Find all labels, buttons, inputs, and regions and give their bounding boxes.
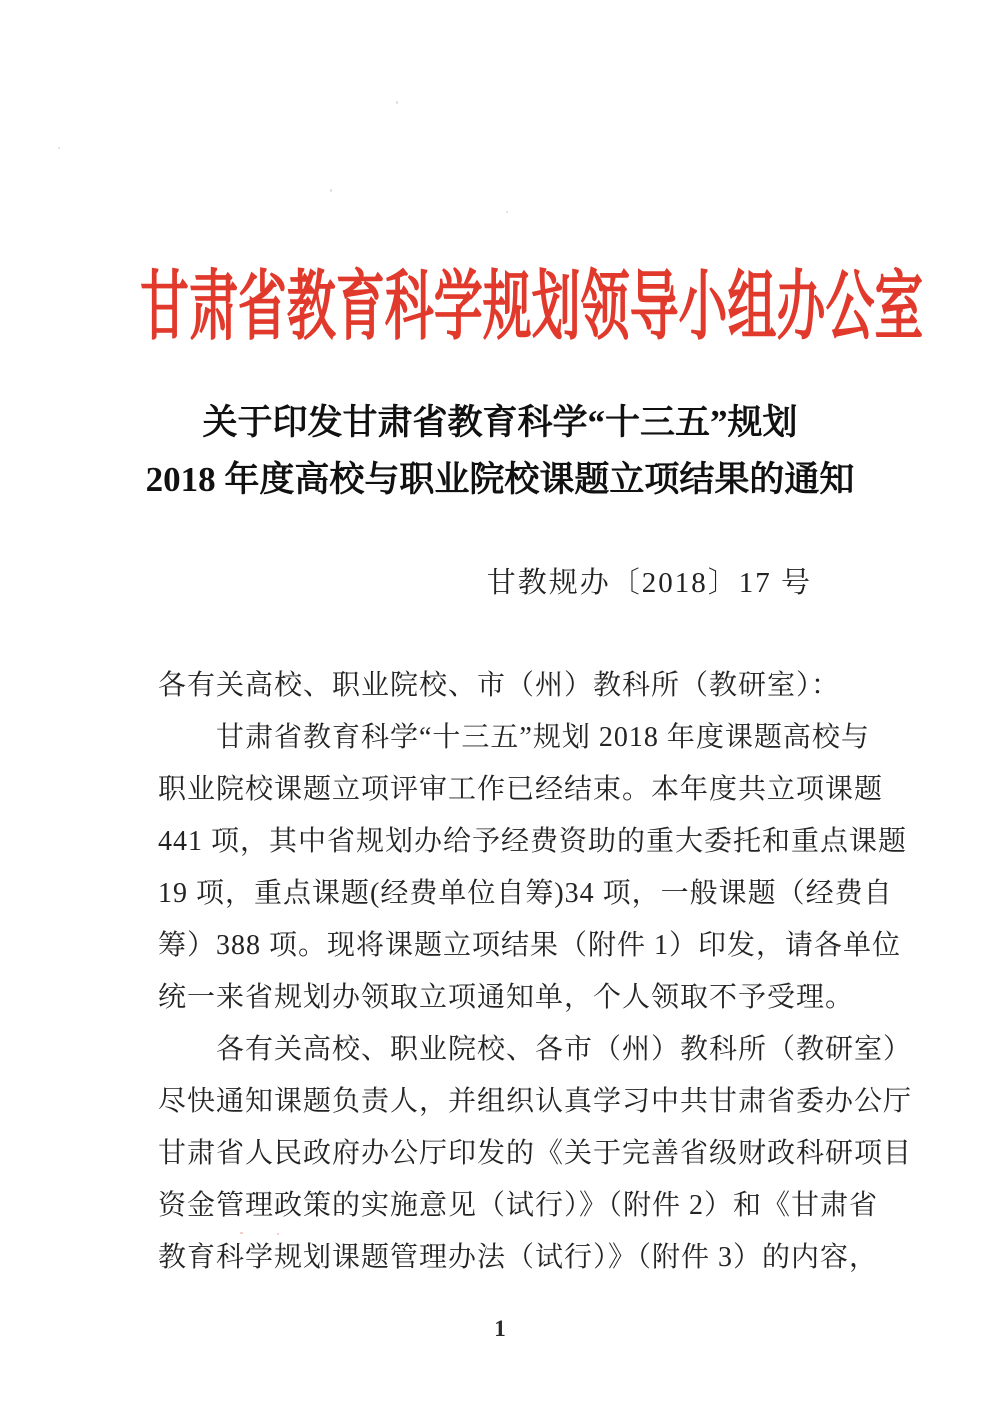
document-title-line1: 关于印发甘肃省教育科学“十三五”规划 bbox=[202, 403, 798, 442]
body-line: 职业院校课题立项评审工作已经结束。本年度共立项课题 bbox=[158, 774, 884, 805]
page-number: 1 bbox=[494, 1316, 506, 1341]
scan-speck bbox=[396, 101, 398, 104]
body-line: 尽快通知课题负责人，并组织认真学习中共甘肃省委办公厅 bbox=[158, 1086, 913, 1117]
body-line: 甘肃省人民政府办公厅印发的《关于完善省级财政科研项目 bbox=[158, 1138, 913, 1169]
issuing-office-header: 甘肃省教育科学规划领导小组办公室 bbox=[140, 264, 924, 350]
scan-speck bbox=[330, 189, 332, 192]
document-title bbox=[0, 394, 1000, 508]
document-number: 甘教规办〔2018〕17 号 bbox=[486, 567, 812, 599]
body-line: 各有关高校、职业院校、各市（州）教科所（教研室） bbox=[216, 1034, 913, 1065]
document-title-line2: 2018 年度高校与职业院校课题立项结果的通知 bbox=[145, 460, 855, 499]
body-line: 统一来省规划办领取立项通知单，个人领取不予受理。 bbox=[158, 982, 855, 1013]
scan-speck bbox=[506, 211, 508, 213]
body-line: 441 项，其中省规划办给予经费资助的重大委托和重点课题 bbox=[158, 826, 908, 857]
body-line: 甘肃省教育科学“十三五”规划 2018 年度课题高校与 bbox=[216, 722, 870, 753]
body-line-salutation: 各有关高校、职业院校、市（州）教科所（教研室）： bbox=[158, 670, 841, 701]
scan-speck bbox=[58, 147, 60, 149]
document-body bbox=[158, 660, 913, 1284]
body-line: 19 项，重点课题(经费单位自筹)34 项，一般课题（经费自 bbox=[158, 878, 893, 909]
body-line: 筹）388 项。现将课题立项结果（附件 1）印发，请各单位 bbox=[158, 930, 902, 961]
body-line: 教育科学规划课题管理办法（试行）》（附件 3）的内容， bbox=[158, 1242, 879, 1273]
body-line: 资金管理政策的实施意见（试行）》（附件 2）和《甘肃省 bbox=[158, 1190, 879, 1221]
